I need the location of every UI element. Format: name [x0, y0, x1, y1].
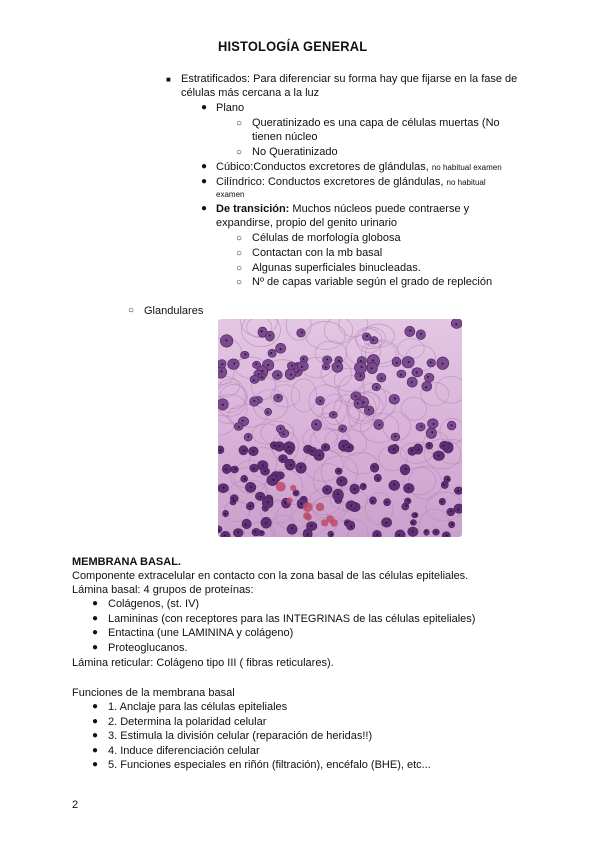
- nucleolus: [366, 335, 368, 337]
- nucleolus: [311, 525, 313, 527]
- cilindrico-note-line-2: examen: [216, 190, 245, 199]
- nucleolus: [280, 428, 282, 430]
- queratinizado-line-2: tienen núcleo: [252, 131, 318, 143]
- nucleolus: [267, 501, 269, 503]
- nucleolus: [354, 488, 356, 490]
- nucleolus: [446, 534, 448, 536]
- cell-nucleus: [250, 375, 259, 383]
- nucleolus: [428, 444, 430, 446]
- nucleolus: [258, 373, 260, 375]
- nucleolus: [225, 468, 227, 470]
- nucleolus: [300, 466, 302, 468]
- nucleolus: [411, 381, 413, 383]
- nucleolus: [412, 522, 414, 524]
- nucleolus: [378, 424, 380, 426]
- trans-item: Contactan con la mb basal: [252, 247, 383, 259]
- dot-bullet-icon: ●: [201, 161, 208, 172]
- nucleolus: [325, 366, 327, 368]
- funcion-item: 5. Funciones especiales en riñón (filtración), encéfalo (BHE), etc...: [108, 759, 431, 771]
- nucleolus: [409, 330, 411, 332]
- nucleolus: [249, 505, 251, 507]
- cell-nucleus: [389, 394, 399, 404]
- nucleolus: [372, 339, 374, 341]
- protein-item: Entactina (une LAMININA y colágeno): [108, 627, 294, 639]
- nucleolus: [219, 449, 221, 451]
- lamina-basal-text: Lámina basal: 4 grupos de proteínas:: [72, 584, 254, 596]
- dot-bullet-icon: ●: [92, 627, 99, 638]
- nucleolus: [290, 374, 292, 376]
- nucleolus: [262, 465, 264, 467]
- protein-item: Proteoglucanos.: [108, 642, 188, 654]
- nucleolus: [435, 531, 437, 533]
- nucleolus: [223, 487, 225, 489]
- nucleolus: [350, 505, 352, 507]
- nucleolus: [319, 454, 321, 456]
- trans-item: Células de morfología globosa: [252, 232, 401, 244]
- nucleolus: [430, 362, 432, 364]
- nucleolus: [295, 492, 297, 494]
- nucleolus: [252, 450, 254, 452]
- nucleolus: [405, 505, 407, 507]
- nucleolus: [291, 365, 293, 367]
- page-number: 2: [72, 799, 79, 811]
- blood-cell: [303, 502, 313, 512]
- funcion-item: 1. Anclaje para las células epiteliales: [108, 701, 288, 713]
- nucleolus: [441, 501, 443, 503]
- cell-nucleus: [422, 381, 432, 391]
- membrana-intro: Componente extracelular en contacto con la zona basal de las células epiteliales.: [72, 570, 469, 582]
- cell-nucleus: [250, 464, 259, 472]
- cell-nucleus: [360, 483, 366, 490]
- nucleolus: [250, 486, 252, 488]
- dot-bullet-icon: ●: [92, 745, 99, 756]
- nucleolus: [244, 353, 246, 355]
- nucleolus: [393, 448, 395, 450]
- cell-nucleus: [328, 531, 334, 537]
- nucleolus: [420, 425, 422, 427]
- nucleolus: [377, 478, 379, 480]
- nucleolus: [289, 450, 291, 452]
- nucleolus: [272, 479, 274, 481]
- nucleolus: [416, 372, 418, 374]
- cell-nucleus: [440, 441, 450, 450]
- nucleolus: [348, 446, 350, 448]
- nucleolus: [265, 522, 267, 524]
- cell-nucleus: [230, 499, 236, 505]
- nucleolus: [243, 449, 245, 451]
- nucleolus: [361, 366, 363, 368]
- nucleolus: [341, 428, 343, 430]
- nucleolus: [457, 490, 459, 492]
- cell-nucleus: [412, 512, 418, 517]
- nucleolus: [290, 464, 292, 466]
- nucleolus: [267, 364, 269, 366]
- nucleolus: [331, 534, 333, 536]
- cell-nucleus: [228, 359, 240, 370]
- nucleolus: [238, 426, 240, 428]
- cell-nucleus: [287, 524, 297, 534]
- nucleolus: [457, 509, 459, 511]
- nucleolus: [371, 367, 373, 369]
- nucleolus: [380, 377, 382, 379]
- nucleolus: [218, 529, 220, 531]
- cell-nucleus: [252, 528, 260, 536]
- cell-nucleus: [268, 349, 276, 357]
- no-queratinizado-label: No Queratinizado: [252, 146, 338, 158]
- nucleolus: [326, 488, 328, 490]
- cell-nucleus: [346, 521, 354, 530]
- blood-cell: [316, 503, 324, 511]
- nucleolus: [253, 468, 255, 470]
- nucleolus: [232, 497, 234, 499]
- dot-bullet-icon: ●: [92, 716, 99, 727]
- nucleolus: [302, 358, 304, 360]
- nucleolus: [450, 510, 452, 512]
- nucleolus: [455, 323, 457, 325]
- nucleolus: [255, 363, 257, 365]
- nucleolus: [237, 531, 239, 533]
- nucleolus: [371, 500, 373, 502]
- dot-bullet-icon: ●: [92, 598, 99, 609]
- nucleolus: [411, 449, 413, 451]
- funcion-item: 4. Induce diferenciación celular: [108, 745, 260, 757]
- nucleolus: [281, 458, 283, 460]
- cell-nucleus: [297, 329, 306, 337]
- nucleolus: [372, 359, 374, 361]
- nucleolus: [431, 431, 433, 433]
- funcion-item: 2. Determina la polaridad celular: [108, 716, 267, 728]
- nucleolus: [301, 366, 303, 368]
- nucleolus: [301, 331, 303, 333]
- nucleolus: [373, 466, 375, 468]
- nucleolus: [225, 339, 227, 341]
- nucleolus: [221, 363, 223, 365]
- nucleolus: [247, 436, 249, 438]
- circle-bullet-icon: ○: [128, 305, 135, 316]
- nucleolus: [233, 362, 235, 364]
- nucleolus: [357, 402, 359, 404]
- nucleolus: [269, 334, 271, 336]
- nucleolus: [425, 386, 427, 388]
- cell-nucleus: [240, 351, 249, 358]
- nucleolus: [283, 433, 285, 435]
- nucleolus: [254, 531, 256, 533]
- nucleolus: [261, 377, 263, 379]
- nucleolus: [253, 379, 255, 381]
- cilindrico-note: no habitual: [446, 178, 486, 187]
- nucleolus: [376, 534, 378, 536]
- nucleolus: [420, 333, 422, 335]
- nucleolus: [408, 361, 410, 363]
- nucleolus: [360, 375, 362, 377]
- nucleolus: [407, 500, 409, 502]
- nucleolus: [261, 531, 263, 533]
- nucleolus: [224, 513, 226, 515]
- nucleolus: [324, 446, 326, 448]
- nucleolus: [447, 478, 449, 480]
- cubico-note: no habitual examen: [431, 163, 502, 172]
- nucleolus: [253, 400, 255, 402]
- nucleolus: [415, 514, 417, 516]
- nucleolus: [394, 397, 396, 399]
- nucleolus: [264, 470, 266, 472]
- circle-bullet-icon: ○: [236, 277, 243, 288]
- nucleolus: [411, 531, 413, 533]
- blood-cell: [326, 515, 334, 523]
- blood-cell: [305, 514, 312, 521]
- nucleolus: [355, 395, 357, 397]
- queratinizado-line-1: Queratinizado es una capa de células muertas (No: [252, 117, 500, 129]
- cell-nucleus: [242, 519, 251, 528]
- cell-nucleus: [279, 455, 288, 463]
- dot-bullet-icon: ●: [201, 203, 208, 214]
- nucleolus: [408, 487, 410, 489]
- nucleolus: [277, 374, 279, 376]
- page-title: HISTOLOGÍA GENERAL: [218, 38, 368, 54]
- nucleolus: [405, 468, 407, 470]
- circle-bullet-icon: ○: [236, 118, 243, 129]
- nucleolus: [332, 413, 334, 415]
- nucleolus: [337, 493, 339, 495]
- nucleolus: [280, 348, 282, 350]
- histology-micrograph: [218, 319, 462, 537]
- nucleolus: [307, 533, 309, 535]
- nucleolus: [368, 409, 370, 411]
- cell-nucleus: [373, 530, 382, 537]
- dot-bullet-icon: ●: [92, 642, 99, 653]
- nucleolus: [300, 503, 302, 505]
- cell-nucleus: [337, 476, 348, 486]
- nucleolus: [319, 400, 321, 402]
- square-bullet-icon: ■: [166, 75, 171, 84]
- protein-item: Lamininas (con receptores para las INTEGRINAS de las células epiteliales): [108, 613, 476, 625]
- circle-bullet-icon: ○: [236, 147, 243, 158]
- protein-item: Colágenos, (st. IV): [108, 598, 200, 610]
- nucleolus: [442, 445, 444, 447]
- funcion-item: 3. Estimula la división celular (reparación de heridas!!): [108, 730, 373, 742]
- cell-nucleus: [297, 361, 308, 371]
- estratificados-line-1: Estratificados: Para diferenciar su forma hay que fijarse en la fase de: [181, 73, 518, 85]
- nucleolus: [427, 376, 429, 378]
- nucleolus: [425, 531, 427, 533]
- nucleolus: [277, 396, 279, 398]
- nucleolus: [432, 423, 434, 425]
- nucleolus: [451, 523, 453, 525]
- nucleolus: [438, 455, 440, 457]
- nucleolus: [233, 500, 235, 502]
- nucleolus: [224, 535, 226, 537]
- membrana-heading: MEMBRANA BASAL.: [72, 556, 181, 568]
- nucleolus: [279, 445, 281, 447]
- nucleolus: [350, 525, 352, 527]
- nucleolus: [394, 435, 396, 437]
- circle-bullet-icon: ○: [236, 233, 243, 244]
- nucleolus: [244, 478, 246, 480]
- nucleolus: [442, 363, 444, 365]
- estratificados-line-2: células más cercana a la luz: [181, 87, 320, 99]
- nucleolus: [260, 496, 262, 498]
- trans-item: Nº de capas variable según el grado de repleción: [252, 276, 493, 288]
- dot-bullet-icon: ●: [92, 613, 99, 624]
- nucleolus: [443, 484, 445, 486]
- nucleolus: [274, 445, 276, 447]
- dot-bullet-icon: ●: [92, 701, 99, 712]
- nucleolus: [400, 374, 402, 376]
- transicion-line-2: expandirse, propio del genito urinario: [216, 217, 398, 229]
- cell-nucleus: [424, 373, 434, 382]
- nucleolus: [261, 370, 263, 372]
- nucleolus: [222, 404, 224, 406]
- nucleolus: [376, 387, 378, 389]
- nucleolus: [311, 450, 313, 452]
- transicion-line-1: De transición: Muchos núcleos puede contraerse y: [216, 203, 470, 215]
- cilindrico-text: Cilíndrico: Conductos excretores de glándulas, no habitual: [216, 176, 486, 188]
- nucleolus: [393, 484, 395, 486]
- circle-bullet-icon: ○: [236, 248, 243, 259]
- blood-cell: [286, 497, 292, 503]
- blood-cell: [290, 485, 296, 491]
- cell-nucleus: [354, 362, 366, 374]
- nucleolus: [261, 330, 263, 332]
- cubico-text: Cúbico:Conductos excretores de glándulas, no habitual examen: [216, 161, 502, 173]
- nucleolus: [363, 485, 365, 487]
- dot-bullet-icon: ●: [201, 102, 208, 113]
- nucleolus: [284, 502, 286, 504]
- nucleolus: [242, 420, 244, 422]
- dot-bullet-icon: ●: [92, 730, 99, 741]
- nucleolus: [396, 362, 398, 364]
- blood-cell: [276, 482, 286, 492]
- nucleolus: [340, 479, 342, 481]
- nucleolus: [338, 470, 340, 472]
- dot-bullet-icon: ●: [201, 176, 208, 187]
- nucleolus: [270, 352, 272, 354]
- circle-bullet-icon: ○: [236, 263, 243, 274]
- cell-nucleus: [426, 428, 436, 439]
- nucleolus: [337, 366, 339, 368]
- plano-label: Plano: [216, 102, 245, 114]
- funciones-heading: Funciones de la membrana basal: [72, 687, 235, 699]
- nucleolus: [315, 423, 317, 425]
- trans-item: Algunas superficiales binucleadas.: [252, 262, 421, 274]
- nucleolus: [398, 534, 400, 536]
- nucleolus: [267, 411, 269, 413]
- cell-nucleus: [400, 464, 410, 474]
- nucleolus: [418, 449, 420, 451]
- nucleolus: [385, 501, 387, 503]
- nucleolus: [326, 358, 328, 360]
- nucleolus: [220, 370, 222, 372]
- nucleolus: [234, 468, 236, 470]
- nucleolus: [450, 424, 452, 426]
- lamina-reticular-text: Lámina reticular: Colágeno tipo III ( fibras reticulares).: [72, 657, 334, 669]
- nucleolus: [338, 360, 340, 362]
- glandulares-label: Glandulares: [144, 305, 204, 317]
- dot-bullet-icon: ●: [92, 759, 99, 770]
- nucleolus: [385, 522, 387, 524]
- nucleolus: [291, 527, 293, 529]
- nucleolus: [245, 524, 247, 526]
